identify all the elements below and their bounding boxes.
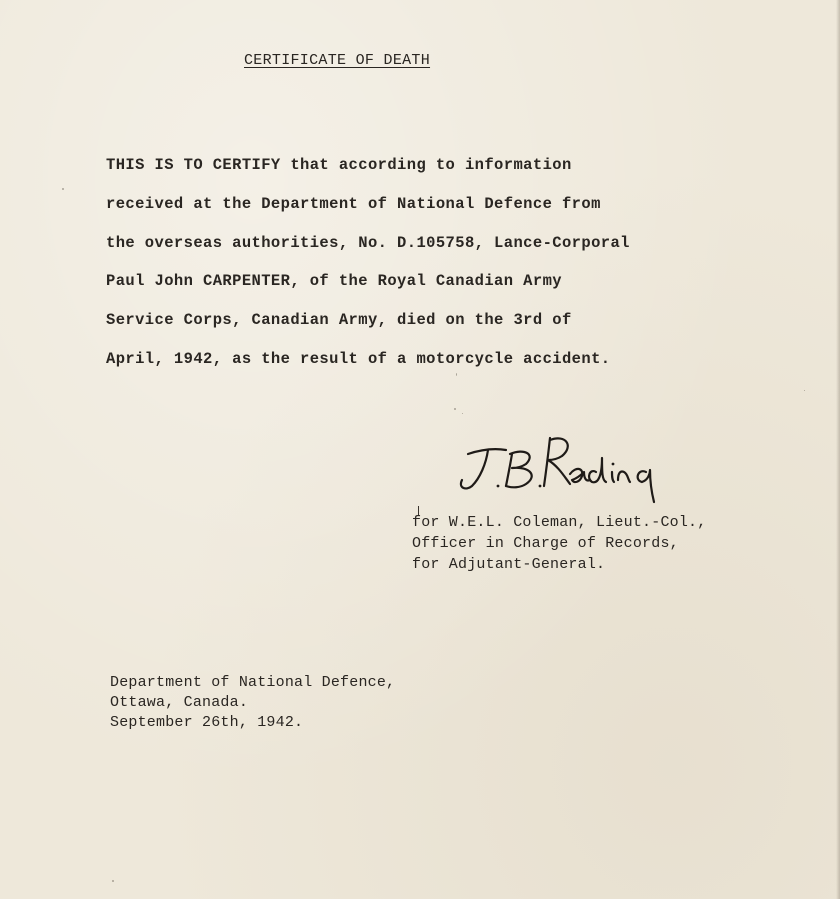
body-line: the overseas authorities, No. D.105758, Lance-Corporal bbox=[106, 233, 630, 252]
paper-edge-shadow bbox=[836, 0, 840, 899]
certificate-title: CERTIFICATE OF DEATH bbox=[244, 52, 431, 69]
paper-speck bbox=[804, 390, 805, 391]
body-line: April, 1942, as the result of a motorcycle accident. bbox=[106, 349, 611, 368]
issuer-line: Ottawa, Canada. bbox=[110, 694, 249, 711]
body-line: THIS IS TO CERTIFY that according to information bbox=[106, 156, 572, 174]
body-line: Service Corps, Canadian Army, died on the 3rd of bbox=[106, 311, 572, 330]
body-line: Paul John CARPENTER, of the Royal Canadian Army bbox=[106, 272, 562, 291]
paper-speck bbox=[454, 408, 456, 410]
body-line: received at the Department of National Defence from bbox=[106, 194, 601, 213]
paper-speck bbox=[112, 880, 114, 882]
signature-line: Officer in Charge of Records, bbox=[412, 535, 679, 552]
issuer-line: Department of National Defence, bbox=[110, 674, 396, 691]
issuer-line: September 26th, 1942. bbox=[110, 714, 304, 731]
paper-speck bbox=[462, 413, 463, 414]
certificate-body bbox=[106, 146, 786, 379]
paper-speck bbox=[62, 188, 64, 190]
handwritten-signature bbox=[450, 428, 670, 508]
signature-line: for Adjutant-General. bbox=[412, 556, 606, 573]
issuer-block bbox=[110, 673, 395, 733]
signature-line: for W.E.L. Coleman, Lieut.-Col., bbox=[412, 514, 707, 531]
signature-block bbox=[412, 512, 706, 575]
